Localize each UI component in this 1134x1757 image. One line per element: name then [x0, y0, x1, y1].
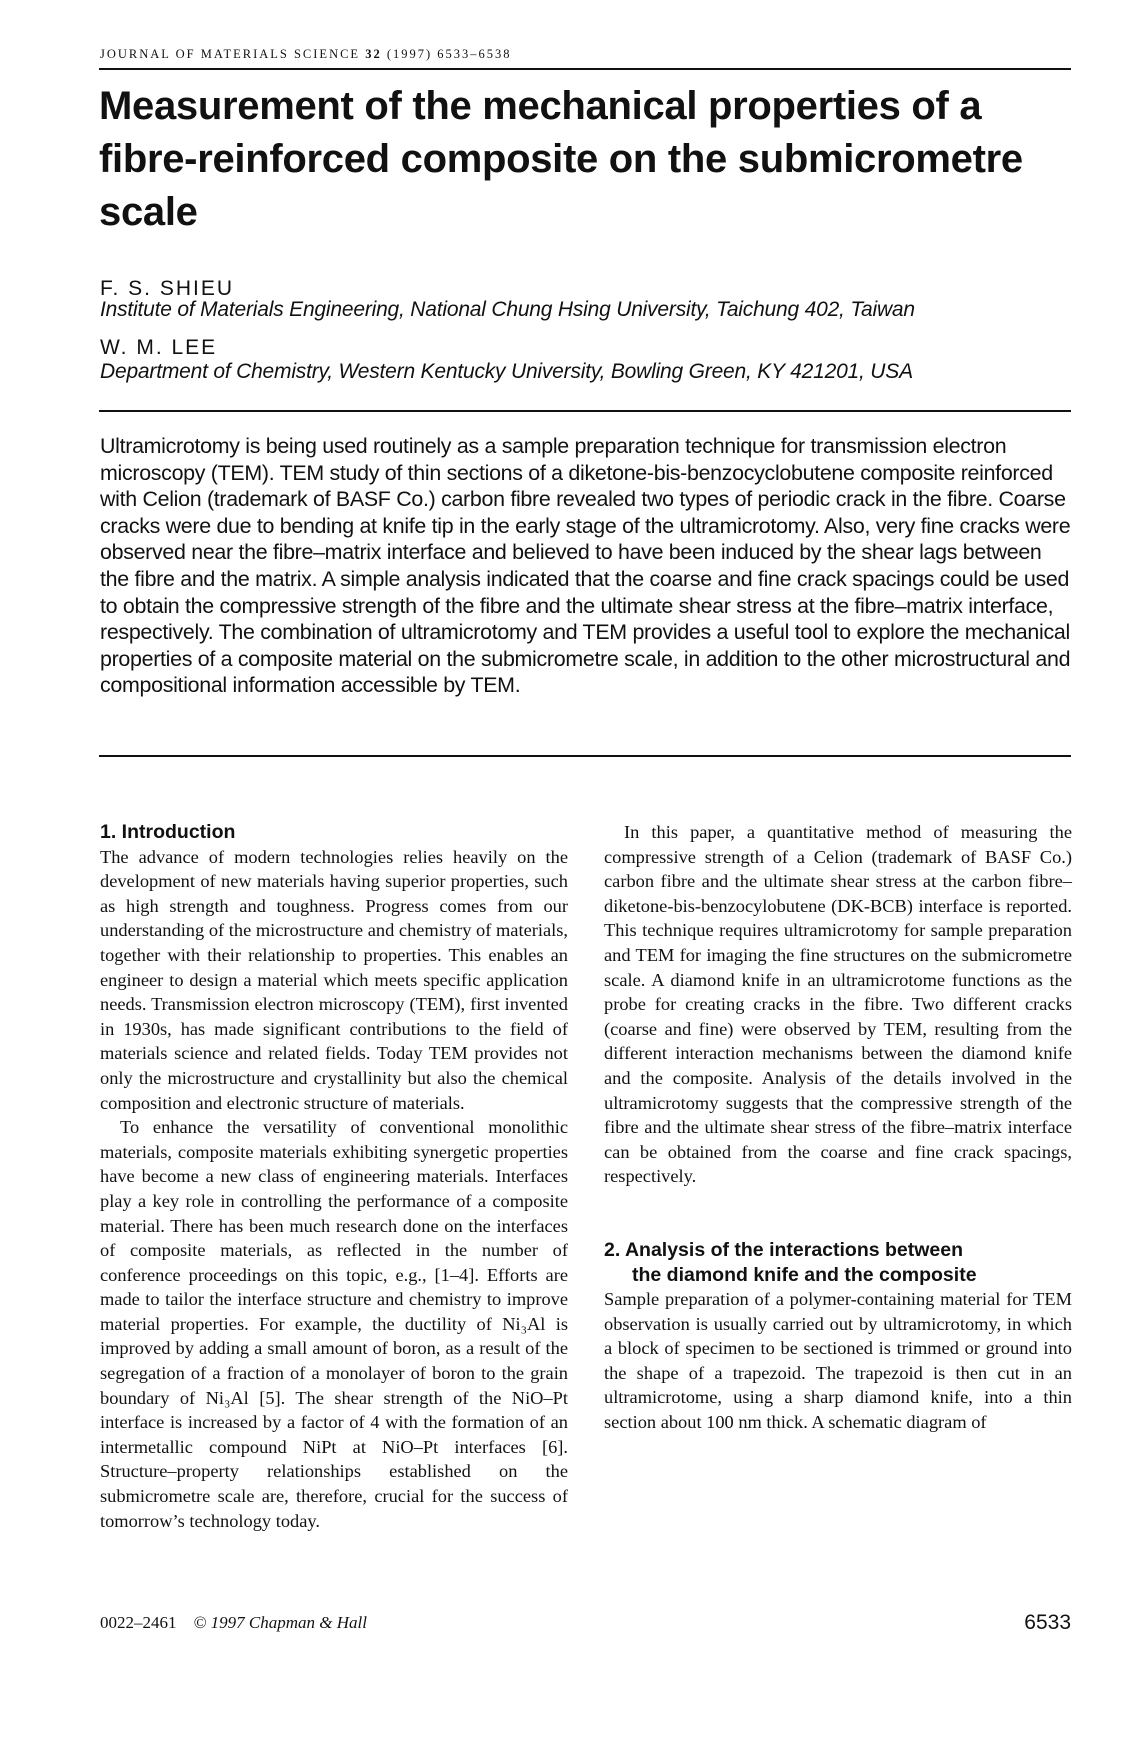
journal-name: JOURNAL OF MATERIALS SCIENCE: [100, 47, 361, 61]
journal-header: [100, 47, 512, 62]
footer-copyright: © 1997 Chapman & Hall: [193, 1613, 367, 1632]
analysis-paragraph-1: Sample preparation of a polymer-containing material for TEM observation is usually carried out by ultramicrotomy, in which a block of specimen to be sectioned is trimmed or ground into the shape of a trapezoid. The trapezoid is then cut in an ultramicrotome, using a sharp diamond knife, into a thin section about 100 nm thick. A schematic diagram of: [604, 1289, 1072, 1433]
section-heading-introduction: 1. Introduction: [100, 821, 236, 843]
section-heading-analysis-line1: 2. Analysis of the interactions between: [604, 1238, 964, 1261]
header-rule: [99, 68, 1071, 70]
intro-paragraph-3: In this paper, a quantitative method of measuring the compressive strength of a Celion (trademark of BASF Co.) carbon fibre and the ultimate shear stress at the carbon fibre–diketone-bis-benzocylobutene (DK-BCB) interface is reported. This technique requires ultramicrotomy for sample preparation and TEM for imaging the fine structures on the submicrometre scale. A diamond knife in an ultramicrotome functions as the probe for creating cracks in the fibre. Two different cracks (coarse and fine) were observed by TEM, resulting from the different interaction mechanisms between the diamond knife and the composite. Analysis of the details involved in the ultramicrotomy suggests that the compressive strength of the fibre and the ultimate shear stress of the fibre–matrix interface can be obtained from the coarse and fine crack spacings, respectively.: [604, 822, 1072, 1187]
abstract-bottom-rule: [99, 755, 1071, 757]
intro-paragraph-1: The advance of modern technologies relies heavily on the development of new materials having superior properties, such as high strength and toughness. Progress comes from our understanding of the microstructure and chemistry of materials, together with their relationship to properties. This enables an engineer to design a material which meets specific application needs. Transmission electron microscopy (TEM), first invented in 1930s, has made significant contributions to the field of materials science and related fields. Today TEM provides not only the microstructure and crystallinity but also the chemical composition and electronic structure of materials.: [100, 846, 568, 1113]
paper-title: Measurement of the mechanical properties of a fibre-reinforced composite on the submicrometre scale: [99, 84, 1023, 234]
page-number: 6533: [1024, 1611, 1071, 1634]
author-name-1: F. S. SHIEU: [100, 277, 235, 300]
right-column: [604, 820, 1072, 1435]
journal-year-pages: (1997) 6533–6538: [386, 47, 512, 61]
journal-volume: 32: [365, 47, 382, 61]
section-heading-analysis-line2: the diamond knife and the composite: [632, 1263, 977, 1286]
abstract-top-rule: [99, 410, 1071, 412]
section-heading-analysis: [604, 1238, 1072, 1287]
left-column: [100, 820, 568, 1533]
footer-issn: 0022–2461: [100, 1613, 177, 1632]
author-affiliation-1: Institute of Materials Engineering, National Chung Hsing University, Taichung 402, Taiwan: [100, 298, 915, 321]
abstract: Ultramicrotomy is being used routinely as a sample preparation technique for transmission electron microscopy (TEM). TEM study of thin sections of a diketone-bis-benzocyclobutene composite reinforced with Celion (trademark of BASF Co.) carbon fibre revealed two types of periodic crack in the fibre. Coarse cracks were due to bending at knife tip in the early stage of the ultramicrotomy. Also, very fine cracks were observed near the fibre–matrix interface and believed to have been induced by the shear lags between the fibre and the matrix. A simple analysis indicated that the coarse and fine crack spacings could be used to obtain the compressive strength of the fibre and the ultimate shear stress at the fibre–matrix interface, respectively. The combination of ultramicrotomy and TEM provides a useful tool to explore the mechanical properties of a composite material on the submicrometre scale, in addition to the other microstructural and compositional information accessible by TEM.: [100, 434, 1071, 698]
footer-left: [100, 1613, 367, 1633]
intro-paragraph-2: To enhance the versatility of conventional monolithic materials, composite materials exhibiting synergetic properties have become a new class of engineering materials. Interfaces play a key role in controlling the performance of a composite material. There has been much research done on the interfaces of composite materials, as reflected in the number of conference proceedings on this topic, e.g., [1–4]. Efforts are made to tailor the interface structure and chemistry to improve material properties. For example, the ductility of Ni₃Al is improved by adding a small amount of boron, as a result of the segregation of a fraction of a monolayer of boron to the grain boundary of Ni₃Al [5]. The shear strength of the NiO–Pt interface is increased by a factor of 4 with the formation of an intermetallic compound NiPt at NiO–Pt interfaces [6]. Structure–property relationships established on the submicrometre scale are, therefore, crucial for the success of tomorrow’s technology today.: [100, 1117, 568, 1531]
author-name-2: W. M. LEE: [100, 336, 218, 359]
author-affiliation-2: Department of Chemistry, Western Kentucky University, Bowling Green, KY 421201, USA: [100, 360, 913, 383]
